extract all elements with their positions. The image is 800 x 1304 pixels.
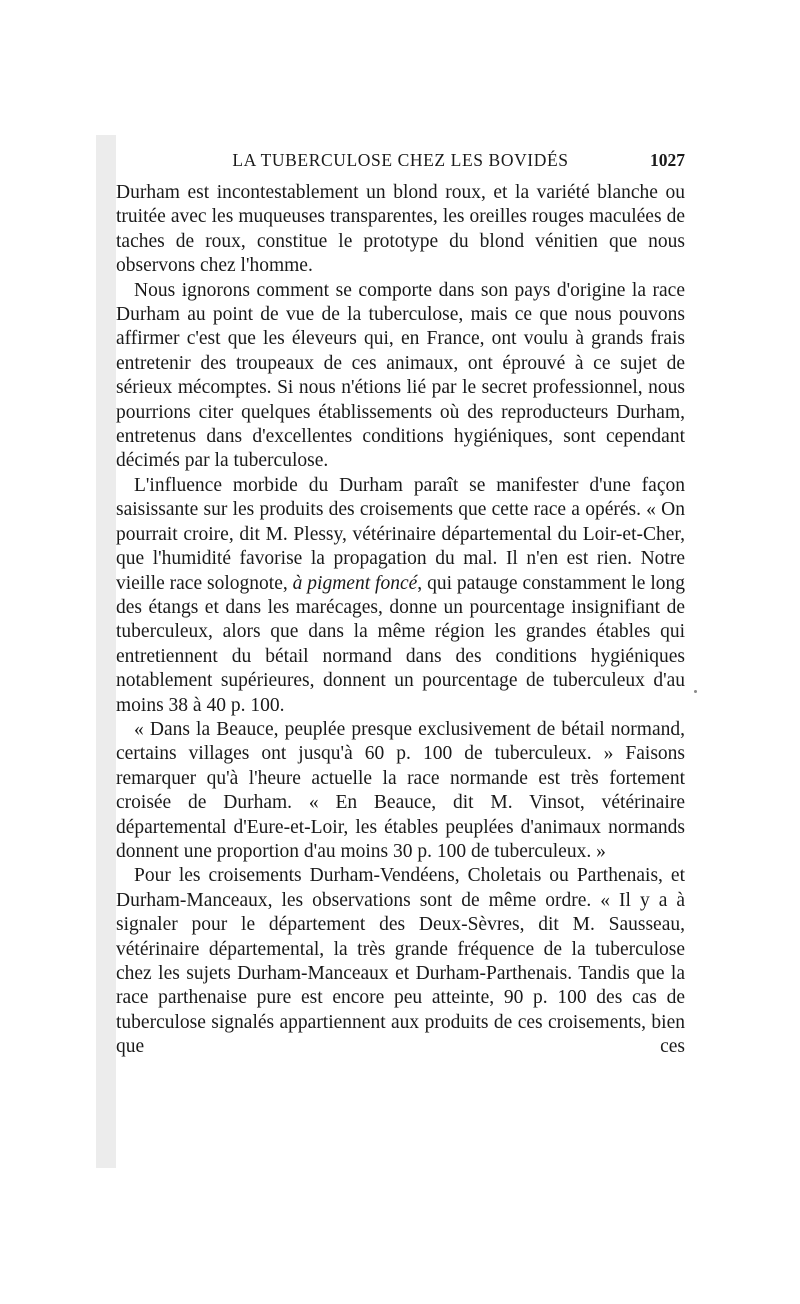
paragraph-3-emphasis: à pigment foncé (292, 572, 418, 594)
paragraph-5: Pour les croisements Durham-Vendéens, Choletais ou Parthenais, et Durham-Manceaux, les observations sont de même ordre. « Il y a à signaler pour le département des Deux-Sèvres, dit M. Sausseau, vétérinaire départemental, la très grande fréquence de la tuberculose chez les sujets Durham-Manceaux et Durham-Parthenais. Tandis que la race parthenaise pure est encore peu atteinte, 90 p. 100 des cas de tuberculose signalés appartiennent aux produits de ces croisements, bien que ces (116, 865, 685, 1058)
page-number: 1027 (650, 150, 685, 170)
paragraph-4: « Dans la Beauce, peuplée presque exclusivement de bétail normand, certains villages ont jusqu'à 60 p. 100 de tuberculeux. » Faisons remarquer qu'à l'heure actuelle la race normande est très fortement croisée de Durham. « En Beauce, dit M. Vinsot, vétérinaire départemental d'Eure-et-Loir, les étables peuplées d'animaux normands donnent une proportion d'au moins 30 p. 100 de tuberculeux. » (116, 718, 685, 862)
paragraph-3-text-before: L'influence morbide du Durham paraît se manifester d'une façon saisissante sur les produits des croisements que cette race a opérés. « On pourrait croire, dit M. Plessy, vétérinaire départemental du Loir-et-Cher, que l'humidité favorise la propagation du mal. Il n'en est rien. Notre vieille race solognote, (116, 474, 685, 594)
paragraph-3 (116, 474, 685, 718)
scan-speck (694, 690, 697, 693)
page-header (116, 147, 685, 173)
paragraph-1: Durham est incontestablement un blond roux, et la variété blanche ou truitée avec les muqueuses transparentes, les oreilles rouges maculées de taches de roux, constitue le prototype du blond vénitien que nous observons chez l'homme. (116, 182, 685, 277)
paragraph-2: Nous ignorons comment se comporte dans son pays d'origine la race Durham au point de vue de la tuberculose, mais ce que nous pouvons affirmer c'est que les éleveurs qui, en France, ont voulu à grands frais entretenir des troupeaux de ces animaux, ont éprouvé à ce sujet de sérieux mécomptes. Si nous n'étions lié par le secret professionnel, nous pourrions citer quelques établissements où des reproducteurs Durham, entretenus dans d'excellentes conditions hygiéniques, sont cependant décimés par la tuberculose. (116, 279, 685, 472)
body-text (116, 181, 685, 1060)
running-title: LA TUBERCULOSE CHEZ LES BOVIDÉS (232, 150, 569, 170)
paragraph-3-text-after: , qui patauge constamment le long des étangs et dans les marécages, donne un pourcentage insignifiant de tuberculeux, alors que dans la même région les grandes étables qui entretiennent du bétail normand dans des conditions hygiéniques notablement supérieures, donnent un pourcentage de tuberculeux d'au moins 38 à 40 p. 100. (116, 572, 685, 716)
scan-gutter-shadow (96, 135, 116, 1168)
